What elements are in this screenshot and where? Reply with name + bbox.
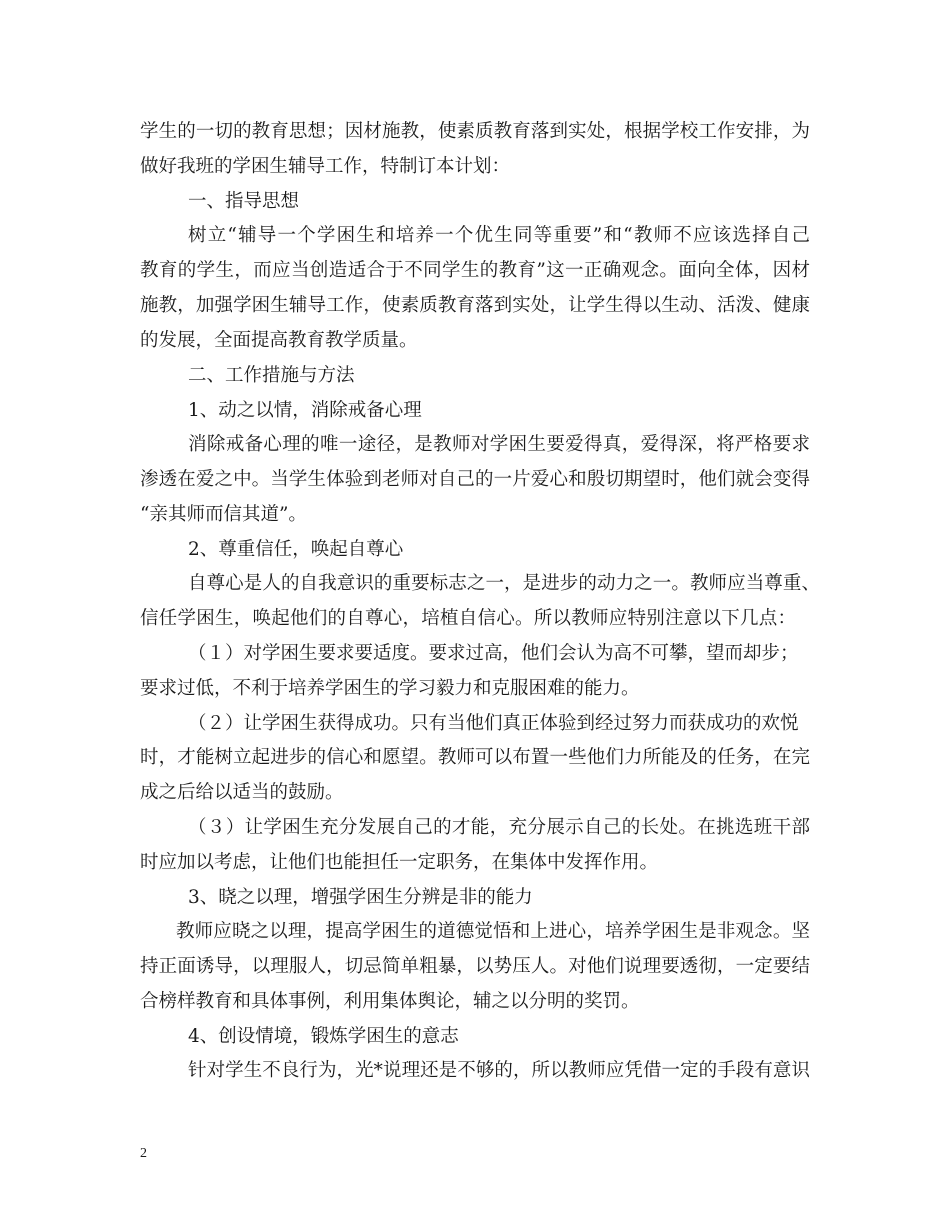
text-line: 渗透在爱之中。当学生体验到老师对自己的一片爱心和殷切期望时，他们就会变得 bbox=[140, 469, 810, 490]
text-line: 树立“辅导一个学困生和培养一个优生同等重要”和“教师不应该选择自己 bbox=[188, 225, 810, 246]
text-line: 成之后给以适当的鼓励。 bbox=[140, 782, 344, 803]
text-line: 要求过低，不利于培养学困生的学习毅力和克服困难的能力。 bbox=[140, 678, 640, 699]
text-line: 施教，加强学困生辅导工作，使素质教育落到实处，让学生得以生动、活泼、健康 bbox=[140, 295, 810, 316]
text-line: 消除戒备心理的唯一途径，是教师对学困生要爱得真，爱得深，将严格要求 bbox=[188, 434, 810, 455]
text-line: 合榜样教育和具体事例，利用集体舆论，辅之以分明的奖罚。 bbox=[140, 991, 640, 1012]
section-heading: 二、工作措施与方法 bbox=[188, 365, 355, 386]
subsection-heading: 1、动之以情，消除戒备心理 bbox=[188, 400, 422, 421]
text-line: 的发展，全面提高教育教学质量。 bbox=[140, 330, 418, 351]
text-line: 学生的一切的教育思想；因材施教，使素质教育落到实处，根据学校工作安排，为 bbox=[140, 121, 810, 142]
text-line: 持正面诱导，以理服人，切忌简单粗暴，以势压人。对他们说理要透彻，一定要结 bbox=[140, 956, 810, 977]
subsection-heading: 2、尊重信任，唤起自尊心 bbox=[188, 539, 404, 560]
text-line: （１）对学困生要求要适度。要求过高，他们会认为高不可攀，望而却步； bbox=[188, 643, 799, 664]
text-line: （３）让学困生充分发展自己的才能，充分展示自己的长处。在挑选班干部 bbox=[188, 817, 810, 838]
text-line: （２）让学困生获得成功。只有当他们真正体验到经过努力而获成功的欢悦 bbox=[188, 713, 799, 734]
text-line: 教育的学生，而应当创造适合于不同学生的教育”这一正确观念。面向全体，因材 bbox=[140, 260, 810, 281]
section-heading: 一、指导思想 bbox=[188, 191, 300, 212]
page-number: 2 bbox=[140, 1146, 147, 1161]
text-line: 针对学生不良行为，光*说理还是不够的，所以教师应凭借一定的手段有意识 bbox=[188, 1060, 810, 1081]
text-line: 时应加以考虑，让他们也能担任一定职务，在集体中发挥作用。 bbox=[140, 852, 659, 873]
text-line: 自尊心是人的自我意识的重要标志之一，是进步的动力之一。教师应当尊重、 bbox=[188, 573, 820, 594]
subsection-heading: 4、创设情境，锻炼学困生的意志 bbox=[188, 1026, 459, 1047]
subsection-heading: 3、晓之以理，增强学困生分辨是非的能力 bbox=[188, 887, 533, 908]
text-line: “亲其师而信其道”。 bbox=[140, 504, 307, 525]
text-line: 做好我班的学困生辅导工作，特制订本计划： bbox=[140, 156, 511, 177]
text-line: 信任学困生，唤起他们的自尊心，培植自信心。所以教师应特别注意以下几点： bbox=[140, 608, 796, 629]
text-line: 时，才能树立起进步的信心和愿望。教师可以布置一些他们力所能及的任务，在完 bbox=[140, 747, 810, 768]
text-line: 教师应晓之以理，提高学困生的道德觉悟和上进心，培养学困生是非观念。坚 bbox=[176, 921, 810, 942]
